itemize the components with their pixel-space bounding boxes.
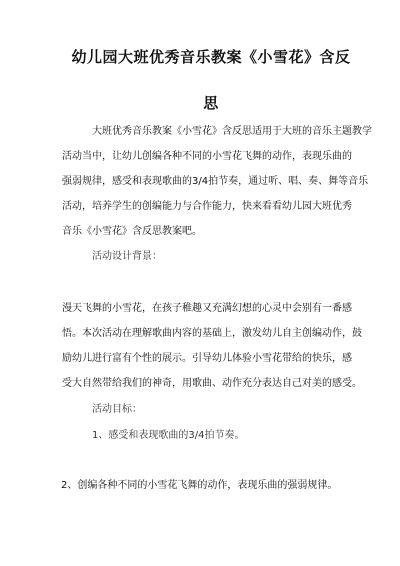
intro-line: 强弱规律，感受和表现歌曲的3/4拍节奏，通过听、唱、奏、舞等音乐 [62, 176, 369, 187]
design-background-heading: 活动设计背景： [92, 251, 162, 262]
document-title-line-2: 思 [203, 94, 219, 112]
goal-item-1: 1、感受和表现歌曲的3/4拍节奏。 [92, 430, 245, 441]
design-line: 悟。本次活动在理解歌曲内容的基础上，激发幼儿自主创编动作，鼓 [62, 328, 362, 339]
intro-line: 大班优秀音乐教案《小雪花》含反思适用于大班的音乐主题教学 [92, 126, 372, 137]
design-line: 受大自然带给我们的神奇，用歌曲、动作充分表达自己对美的感受。 [62, 378, 362, 389]
goal-item-2: 2、创编各种不同的小雪花飞舞的动作，表现乐曲的强弱规律。 [61, 480, 338, 491]
intro-line: 活动当中，让幼儿创编各种不同的小雪花飞舞的动作，表现乐曲的 [62, 151, 352, 162]
design-line: 漫天飞舞的小雪花，在孩子稚趣又充满幻想的心灵中会别有一番感 [62, 303, 352, 314]
goals-heading: 活动目标： [92, 404, 142, 415]
document-title-line-1: 幼儿园大班优秀音乐教案《小雪花》含反 [71, 48, 351, 66]
design-line: 励幼儿进行富有个性的展示。引导幼儿体验小雪花带给的快乐，感 [62, 353, 352, 364]
intro-line: 音乐《小雪花》含反思教案吧。 [62, 226, 202, 237]
intro-line: 活动，培养学生的创编能力与合作能力，快来看看幼儿园大班优秀 [62, 201, 352, 212]
